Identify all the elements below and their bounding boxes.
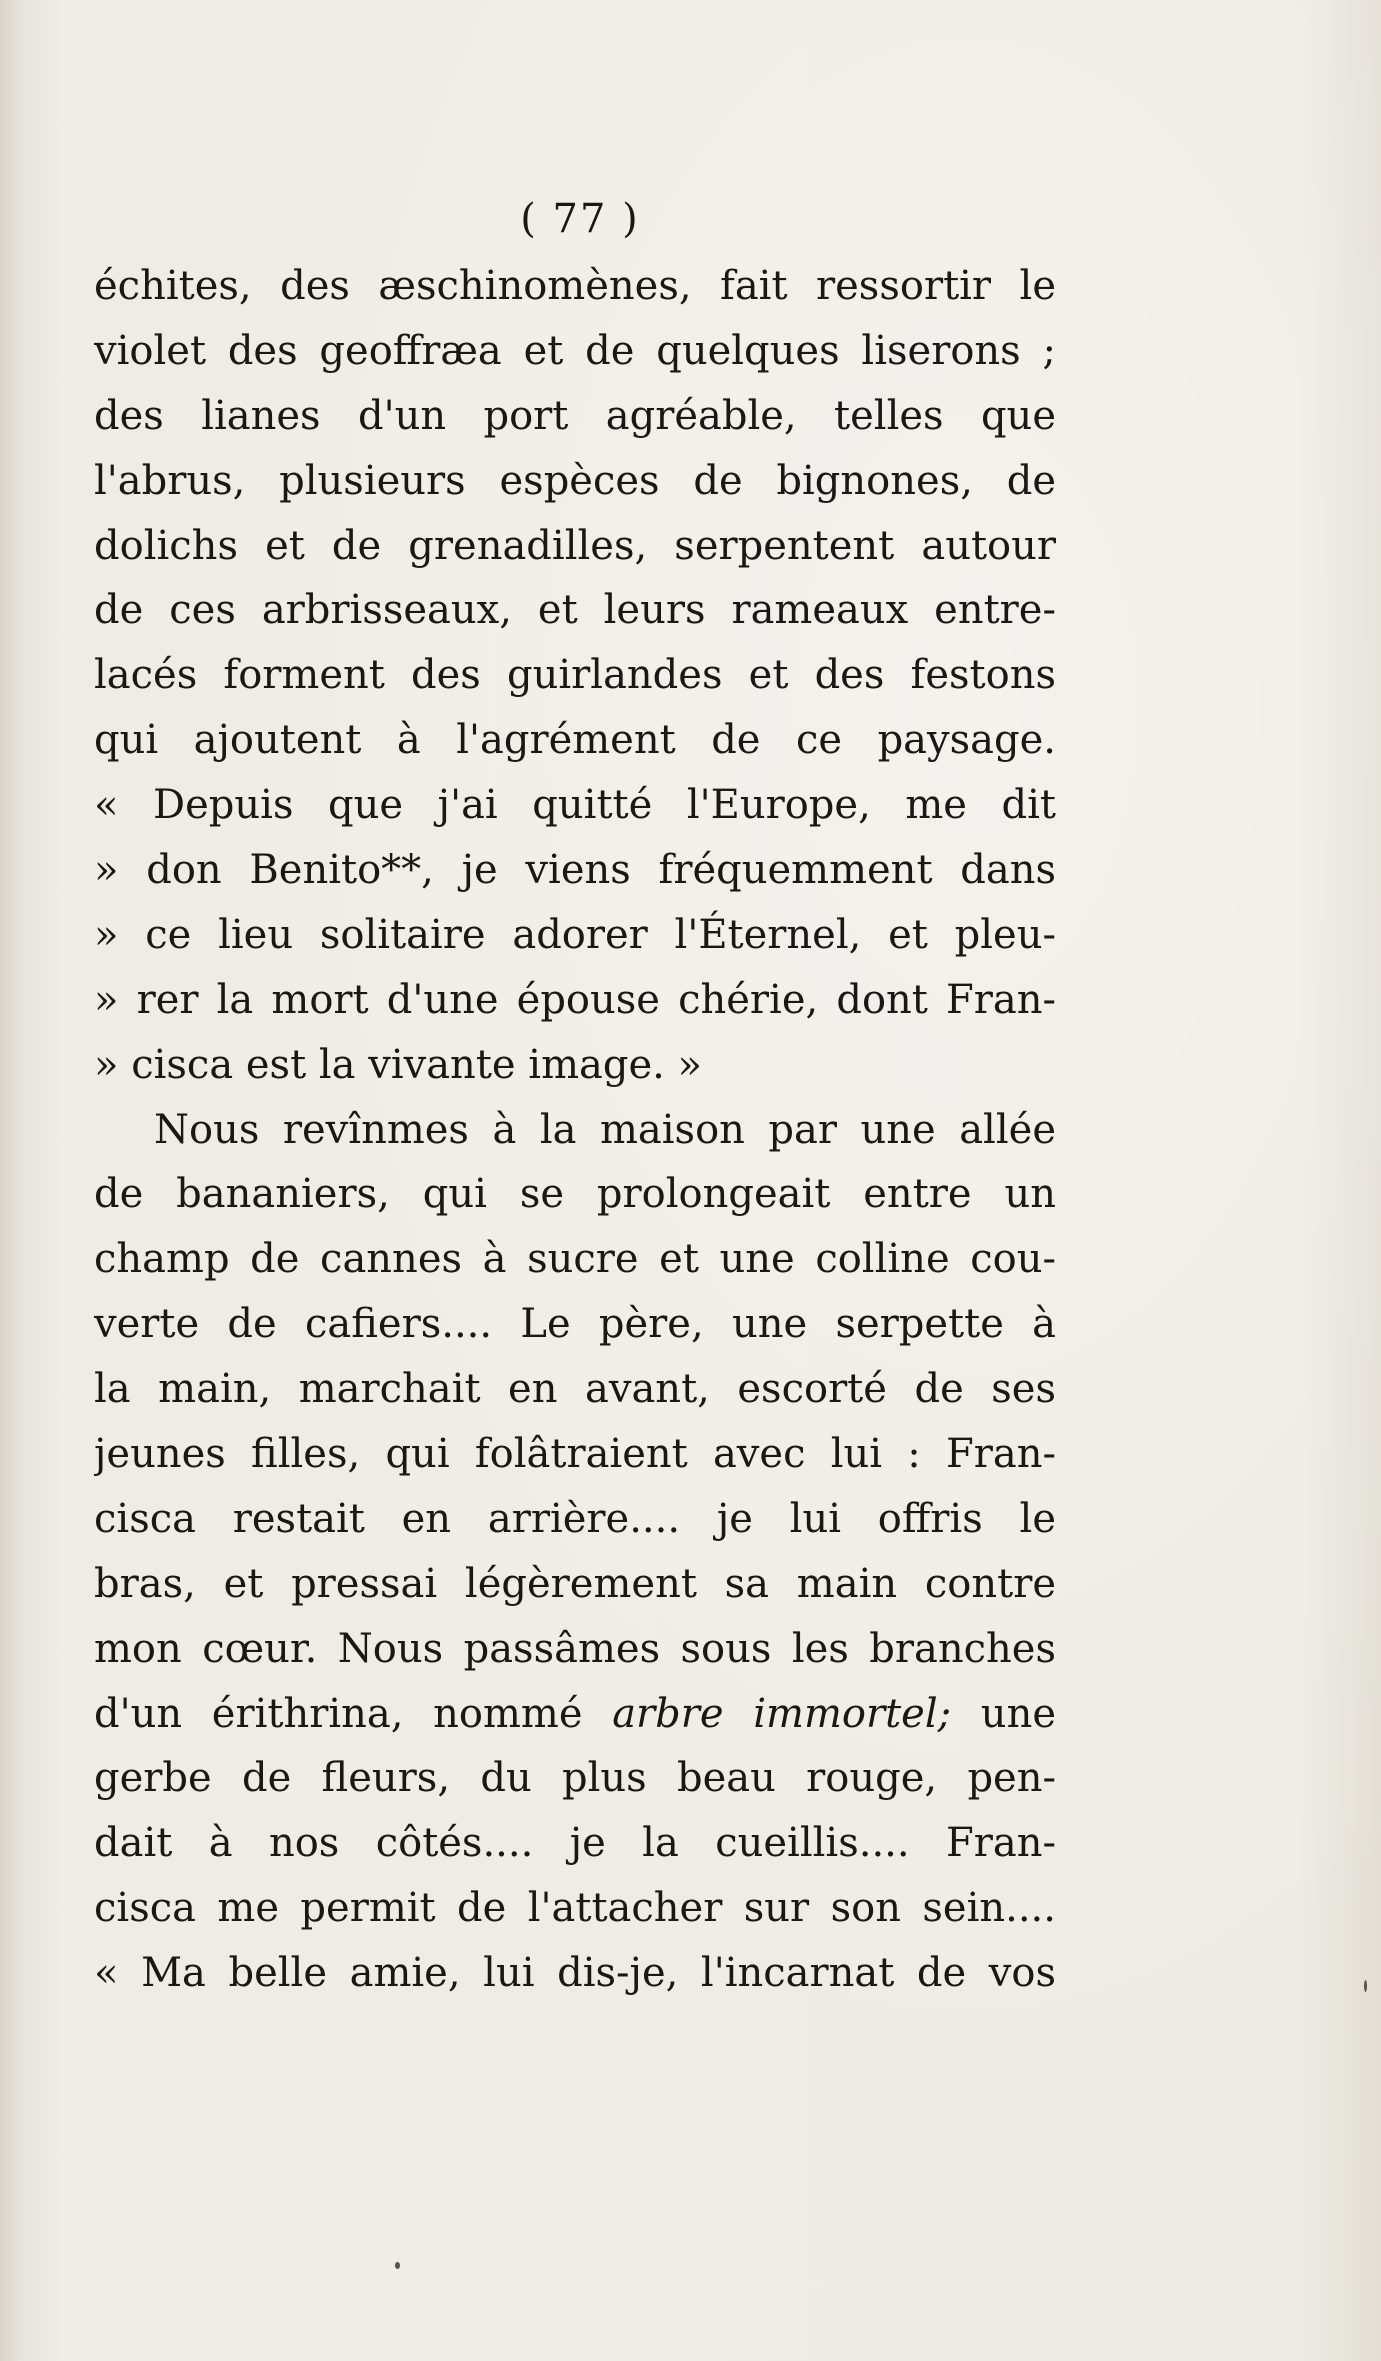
text-line [94,1682,1056,1747]
text-line: « Depuis que j'ai quitté l'Europe, me dit [94,782,1056,829]
text-segment: d'un érithrina, nommé [94,1690,613,1737]
text-line: la main, marchait en avant, escorté de ses [94,1366,1056,1413]
text-line: dait à nos côtés.... je la cueillis.... Fran- [94,1820,1056,1867]
text-line: de ces arbrisseaux, et leurs rameaux entre- [94,587,1056,634]
text-line: « Ma belle amie, lui dis-je, l'incarnat de vos [94,1950,1056,1997]
text-line: de bananiers, qui se prolongeait entre un [94,1171,1056,1218]
page-number: ( 77 ) [520,196,640,242]
text-line: l'abrus, plusieurs espèces de bignones, de [94,457,1056,504]
text-line: gerbe de fleurs, du plus beau rouge, pen- [94,1755,1056,1802]
text-line: jeunes filles, qui folâtraient avec lui : Fran- [94,1431,1056,1478]
text-line: des lianes d'un port agréable, telles que [94,392,1056,439]
text-line: mon cœur. Nous passâmes sous les branches [94,1625,1056,1672]
text-line: » cisca est la vivante image. » [94,1041,703,1088]
text-line: » ce lieu solitaire adorer l'Éternel, et pleu- [94,911,1056,958]
text-line: » don Benito**, je viens fréquemment dans [94,847,1056,894]
text-line: cisca restait en arrière.... je lui offris le [94,1495,1056,1542]
text-line: Nous revînmes à la maison par une allée [154,1106,1056,1153]
ink-speck [395,2262,400,2269]
text-line: champ de cannes à sucre et une colline cou- [94,1236,1056,1283]
italic-term: arbre immortel; [612,1690,952,1737]
text-line: échites, des æschinomènes, fait ressortir le [94,263,1056,309]
ink-speck [1364,1980,1367,1992]
text-line: violet des geoffræa et de quelques liserons ; [94,327,1056,374]
text-line: » rer la mort d'une épouse chérie, dont Fran- [94,976,1056,1023]
text-line: cisca me permit de l'attacher sur son sein.... [94,1885,1056,1932]
text-line: verte de cafiers.... Le père, une serpette à [94,1301,1056,1348]
text-line: lacés forment des guirlandes et des festons [94,652,1056,699]
text-segment: une [951,1690,1056,1737]
text-line: bras, et pressai légèrement sa main contre [94,1560,1056,1607]
body-text [94,254,1056,2006]
text-line: qui ajoutent à l'agrément de ce paysage. [94,717,1056,764]
text-line: dolichs et de grenadilles, serpentent autour [94,522,1056,569]
